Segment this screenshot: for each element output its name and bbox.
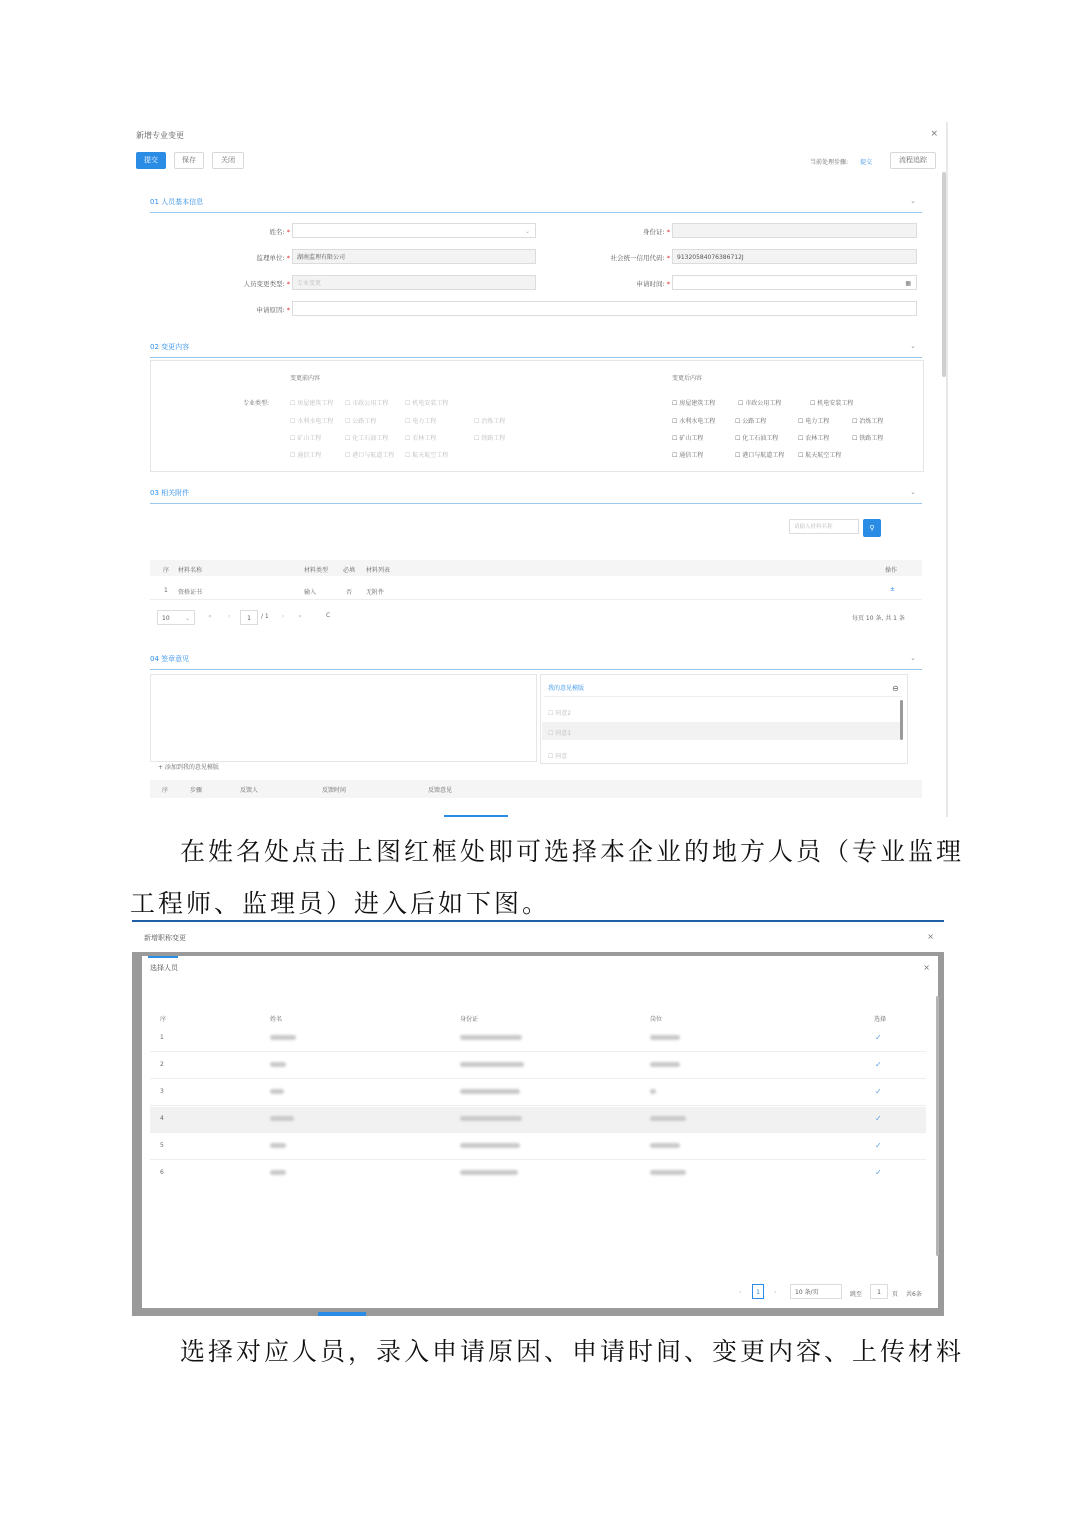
template-item[interactable]: ☐ 同意2: [548, 710, 572, 717]
person-name-redacted: [270, 1089, 284, 1094]
reason-label: 申请原因: *: [256, 306, 290, 314]
section-signature-opinion[interactable]: [150, 651, 922, 670]
flow-trace-button[interactable]: 流程追踪: [890, 152, 936, 169]
section-basic-info[interactable]: [150, 194, 922, 213]
row-index: 5: [160, 1142, 164, 1149]
col-material-type: 材料类型: [304, 567, 329, 574]
col-operation: 操作: [885, 567, 898, 574]
position-redacted: [650, 1116, 686, 1121]
search-icon: ⚲: [869, 524, 875, 532]
row-index: 1: [160, 1034, 164, 1041]
close-button[interactable]: 关闭: [212, 152, 244, 169]
before-title: 变更前内容: [290, 375, 321, 382]
feedback-table-header: [150, 780, 922, 798]
unit-label: 监理单位: *: [256, 254, 290, 262]
person-name-redacted: [270, 1116, 294, 1121]
person-name-redacted: [270, 1035, 296, 1040]
col-index: 序: [160, 1016, 167, 1023]
select-check-icon[interactable]: ✓: [875, 1114, 882, 1123]
calendar-icon: ▦: [905, 280, 911, 287]
page-input[interactable]: 1: [240, 610, 258, 625]
attachment-table-header: [150, 560, 922, 576]
position-redacted: [650, 1143, 680, 1148]
major-type-label: 专业类型:: [243, 400, 270, 407]
before-major-checkbox: ☐ 港口与航道工程: [345, 452, 395, 459]
before-major-checkbox: ☐ 通信工程: [290, 452, 322, 459]
template-item[interactable]: ☐ 同意1: [548, 730, 572, 737]
next-page-icon[interactable]: ›: [282, 613, 285, 620]
chevron-down-icon: ⌄: [184, 615, 190, 622]
before-major-checkbox: ☐ 公路工程: [345, 418, 377, 425]
row-divider: [150, 1051, 926, 1052]
goto-input[interactable]: 1: [870, 1284, 888, 1299]
col-step: 步骤: [190, 787, 203, 794]
position-redacted: [650, 1062, 680, 1067]
col-required: 必填: [343, 567, 356, 574]
select-check-icon[interactable]: ✓: [875, 1033, 882, 1042]
col-id-card: 身份证: [460, 1016, 479, 1023]
position-redacted: [650, 1089, 656, 1094]
col-select: 选择: [874, 1016, 887, 1023]
after-major-checkbox[interactable]: ☐ 冶炼工程: [852, 418, 884, 425]
chevron-down-icon[interactable]: ⌄: [910, 488, 916, 496]
chevron-down-icon[interactable]: ⌄: [910, 197, 916, 205]
row-index: 3: [160, 1088, 164, 1095]
col-name: 姓名: [270, 1016, 283, 1023]
id-card-redacted: [460, 1035, 522, 1040]
col-feedback-time: 反馈时间: [322, 787, 347, 794]
pagination-summary: 每页 10 条, 共 1 条: [852, 615, 905, 622]
row-divider: [150, 1105, 926, 1106]
attachment-row-type: 输入: [304, 589, 317, 596]
chevron-down-icon[interactable]: ⌄: [910, 342, 916, 350]
id-label: 身份证: *: [642, 228, 670, 236]
before-major-checkbox: ☐ 市政公用工程: [345, 400, 389, 407]
id-field[interactable]: [672, 223, 917, 238]
template-item-hover: [542, 722, 900, 740]
person-name-redacted: [270, 1143, 286, 1148]
chevron-down-icon: ⌄: [524, 228, 530, 235]
row-index: 6: [160, 1169, 164, 1176]
tab-indicator: [318, 1312, 366, 1316]
dialog-title: 新增专业变更: [136, 131, 184, 140]
caption-line-3: 选择对应人员，录入申请原因、申请时间、变更内容、上传材料: [180, 1337, 965, 1366]
row-highlight: [150, 1107, 926, 1133]
refresh-icon[interactable]: C: [326, 612, 331, 619]
scrollbar[interactable]: [942, 172, 946, 377]
before-major-checkbox: ☐ 冶炼工程: [474, 418, 506, 425]
before-major-checkbox: ☐ 航天航空工程: [405, 452, 449, 459]
upload-icon[interactable]: ±: [890, 586, 896, 593]
position-redacted: [650, 1170, 686, 1175]
before-major-checkbox: ☐ 房屋建筑工程: [290, 400, 334, 407]
first-page-icon[interactable]: «: [208, 613, 212, 620]
after-major-checkbox[interactable]: ☐ 通信工程: [672, 452, 704, 459]
after-major-checkbox[interactable]: ☐ 水利水电工程: [672, 418, 716, 425]
select-check-icon[interactable]: ✓: [875, 1087, 882, 1096]
before-major-checkbox: ☐ 铁路工程: [474, 435, 506, 442]
row-index: 2: [160, 1061, 164, 1068]
col-index: 序: [162, 787, 169, 794]
after-major-checkbox[interactable]: ☐ 公路工程: [735, 418, 767, 425]
col-material-name: 材料名称: [178, 567, 203, 574]
before-major-checkbox: ☐ 水利水电工程: [290, 418, 334, 425]
prev-page-icon[interactable]: ‹: [739, 1289, 742, 1296]
col-index: 序: [163, 567, 170, 574]
scrollbar[interactable]: [900, 700, 903, 740]
id-card-redacted: [460, 1062, 524, 1067]
template-item[interactable]: ☐ 同意: [548, 753, 568, 760]
date-field[interactable]: [672, 275, 917, 290]
close-icon[interactable]: ×: [923, 963, 930, 972]
after-major-checkbox[interactable]: ☐ 农林工程: [798, 435, 830, 442]
tab-indicator: [148, 956, 178, 958]
change-type-select[interactable]: 专业变更: [292, 275, 536, 290]
section-title: 03 相关附件: [150, 489, 190, 497]
close-icon[interactable]: ×: [927, 932, 934, 941]
after-title: 变更后内容: [672, 375, 703, 382]
current-step-label: 当前处理步骤:: [810, 159, 849, 166]
id-card-redacted: [460, 1143, 520, 1148]
after-major-checkbox[interactable]: ☐ 房屋建筑工程: [672, 400, 716, 407]
select-person-dialog: [142, 956, 938, 1308]
attachment-row-required: 否: [346, 589, 353, 596]
search-button[interactable]: [863, 519, 881, 537]
section-change-content[interactable]: [150, 339, 922, 358]
tab-my-templates[interactable]: 我的意见模版: [548, 685, 585, 692]
page-1-button[interactable]: 1: [752, 1284, 764, 1299]
before-major-checkbox: ☐ 机电安装工程: [405, 400, 449, 407]
id-card-redacted: [460, 1170, 518, 1175]
unit-field[interactable]: 湖南监理有限公司: [292, 249, 536, 264]
after-major-checkbox[interactable]: ☐ 矿山工程: [672, 435, 704, 442]
screenshot-new-major-change: [130, 122, 948, 817]
outer-dialog-title: 新增职称变更: [144, 934, 186, 942]
section-title: 02 变更内容: [150, 343, 190, 351]
row-index: 4: [160, 1115, 164, 1122]
section-title: 01 人员基本信息: [150, 198, 204, 206]
person-name-redacted: [270, 1170, 286, 1175]
col-material-list: 材料列表: [366, 567, 391, 574]
goto-label: 跳至: [850, 1291, 863, 1298]
before-major-checkbox: ☐ 农林工程: [405, 435, 437, 442]
position-redacted: [650, 1035, 680, 1040]
divider: [544, 696, 902, 697]
attachment-row-name: 资格证书: [178, 589, 203, 596]
page-total: / 1: [261, 613, 269, 620]
after-major-checkbox[interactable]: ☐ 市政公用工程: [738, 400, 782, 407]
id-card-redacted: [460, 1089, 520, 1094]
select-check-icon[interactable]: ✓: [875, 1141, 882, 1150]
select-check-icon[interactable]: ✓: [875, 1060, 882, 1069]
caption-line-2: 工程师、监理员）进入后如下图。: [130, 889, 551, 918]
id-card-redacted: [460, 1116, 522, 1121]
before-major-checkbox: ☐ 矿山工程: [290, 435, 322, 442]
page-size-select[interactable]: 10 ⌄: [157, 610, 195, 625]
section-attachments[interactable]: [150, 485, 922, 504]
row-divider: [150, 1078, 926, 1079]
attachment-row-index: 1: [164, 587, 168, 594]
save-button[interactable]: 保存: [174, 152, 204, 169]
col-feedback-person: 反馈人: [240, 787, 259, 794]
row-divider: [150, 1132, 926, 1133]
screenshot-select-person: [132, 920, 944, 1316]
divider: [150, 599, 922, 600]
person-name-redacted: [270, 1062, 286, 1067]
credit-code-field[interactable]: 91320584076386712J: [672, 249, 917, 264]
tab-indicator: [444, 815, 508, 817]
last-page-icon[interactable]: »: [298, 613, 302, 620]
page-size-select[interactable]: 10 条/页: [790, 1284, 842, 1299]
scrollbar[interactable]: [936, 996, 939, 1256]
change-type-label: 人员变更类型: *: [243, 280, 290, 288]
next-page-icon[interactable]: ›: [774, 1289, 777, 1296]
col-position: 岗位: [650, 1016, 663, 1023]
page-unit-label: 页: [892, 1291, 899, 1298]
date-label: 申请时间: *: [636, 280, 670, 288]
after-major-checkbox[interactable]: ☐ 电力工程: [798, 418, 830, 425]
reason-field[interactable]: [292, 301, 917, 316]
opinion-textarea[interactable]: [150, 674, 537, 762]
after-major-checkbox[interactable]: ☐ 航天航空工程: [798, 452, 842, 459]
close-icon[interactable]: ×: [930, 129, 938, 139]
collapse-circle-icon[interactable]: ⊖: [892, 684, 899, 693]
dialog-title: 选择人员: [150, 964, 178, 972]
chevron-down-icon[interactable]: ⌄: [910, 654, 916, 662]
outer-dialog-header: [132, 920, 944, 952]
name-field[interactable]: [292, 223, 536, 238]
total-count: 共6条: [906, 1291, 922, 1298]
prev-page-icon[interactable]: ‹: [228, 613, 231, 620]
row-divider: [150, 1159, 926, 1160]
after-major-checkbox[interactable]: ☐ 铁路工程: [852, 435, 884, 442]
after-major-checkbox[interactable]: ☐ 机电安装工程: [810, 400, 854, 407]
opinion-template-panel: [540, 674, 908, 764]
after-major-checkbox[interactable]: ☐ 化工石油工程: [735, 435, 779, 442]
current-step-value: 提交: [860, 159, 873, 166]
select-check-icon[interactable]: ✓: [875, 1168, 882, 1177]
section-title: 04 签章意见: [150, 655, 190, 663]
before-major-checkbox: ☐ 电力工程: [405, 418, 437, 425]
after-major-checkbox[interactable]: ☐ 港口与航道工程: [735, 452, 785, 459]
col-feedback-opinion: 反馈意见: [428, 787, 453, 794]
before-major-checkbox: ☐ 化工石油工程: [345, 435, 389, 442]
add-template-link[interactable]: + 添加到我的意见模版: [158, 764, 219, 771]
caption-line-1: 在姓名处点击上图红框处即可选择本企业的地方人员（专业监理: [180, 837, 965, 866]
credit-label: 社会统一信用代码: *: [610, 254, 670, 262]
attachment-row-list: 无附件: [366, 589, 385, 596]
material-search-input[interactable]: 请输入材料名称: [789, 519, 859, 534]
submit-button[interactable]: 提交: [136, 152, 166, 169]
name-label: 姓名: *: [269, 228, 290, 236]
